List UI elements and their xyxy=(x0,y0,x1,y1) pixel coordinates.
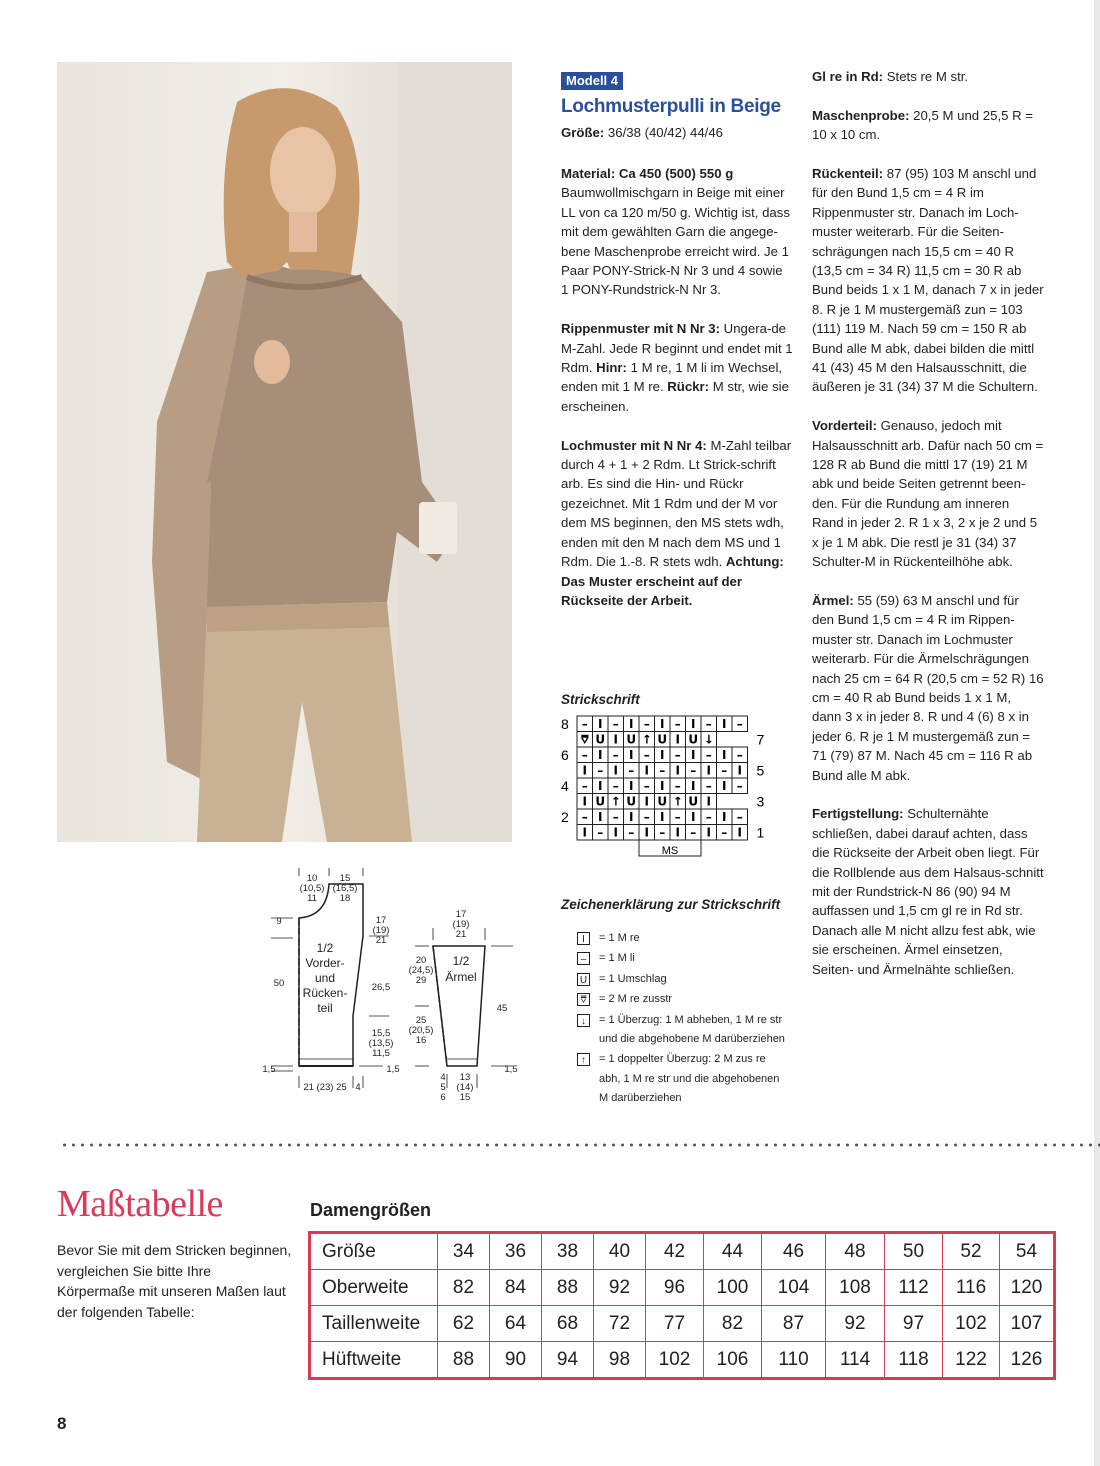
chart-symbol: I xyxy=(722,810,727,824)
chart-symbol: I xyxy=(582,825,587,840)
chart-symbol: I xyxy=(644,825,649,840)
chart-symbol: – xyxy=(674,717,681,731)
model-badge: Modell 4 xyxy=(561,72,623,90)
dim-text: 6 xyxy=(440,1092,446,1103)
rippenmuster-paragraph xyxy=(561,319,793,416)
table-cell: 50 xyxy=(885,1233,943,1270)
chart-symbol: – xyxy=(721,763,728,778)
table-cell: 46 xyxy=(762,1233,826,1270)
chart-symbol: U xyxy=(657,732,668,747)
chart-symbol: I xyxy=(706,763,711,778)
table-cell: 118 xyxy=(885,1342,943,1379)
lochmuster-label: Lochmuster mit N Nr 4: xyxy=(561,437,707,453)
chart-row-number: 8 xyxy=(561,716,569,732)
aermel-label: Ärmel: xyxy=(812,592,854,608)
chart-symbol: I xyxy=(706,825,711,840)
body-label-line: und xyxy=(314,971,336,985)
dim-text: 50 xyxy=(273,978,285,989)
chart-symbol: U xyxy=(626,794,637,809)
material-paragraph xyxy=(561,164,793,300)
instructions-column-1 xyxy=(561,164,793,630)
dim-text: 13 xyxy=(459,1072,471,1083)
chart-symbol: I xyxy=(691,810,696,824)
table-cell: 40 xyxy=(594,1233,646,1270)
chart-symbol: I xyxy=(598,717,603,731)
row-label: Hüftweite xyxy=(310,1342,438,1379)
table-cell: 122 xyxy=(943,1342,1000,1379)
chart-symbol: ↑ xyxy=(672,794,683,809)
legend-symbol: ↑ xyxy=(577,1053,590,1066)
fertigstellung-paragraph xyxy=(812,804,1044,979)
vorderteil-label: Vorderteil: xyxy=(812,418,877,434)
chart-symbol: – xyxy=(597,825,604,840)
chart-symbol: – xyxy=(705,779,712,793)
chart-symbol: – xyxy=(690,763,697,778)
table-cell: 110 xyxy=(762,1342,826,1379)
table-cell: 88 xyxy=(438,1342,490,1379)
aermel-paragraph xyxy=(812,591,1044,785)
chart-symbol: – xyxy=(736,779,743,793)
table-cell: 98 xyxy=(594,1342,646,1379)
dim-text: 4 xyxy=(440,1072,446,1083)
table-row xyxy=(310,1270,1055,1306)
chart-symbol: – xyxy=(674,748,681,762)
table-cell: 68 xyxy=(542,1306,594,1342)
chart-symbol: – xyxy=(581,810,588,824)
model-photo xyxy=(57,62,512,842)
chart-symbol: – xyxy=(736,810,743,824)
chart-symbol: I xyxy=(582,763,587,778)
model-photo-illustration xyxy=(57,62,512,842)
table-cell: 112 xyxy=(885,1270,943,1306)
chart-symbol: I xyxy=(629,717,634,731)
dim-text: 21 xyxy=(455,929,467,940)
chart-symbol: I xyxy=(613,732,618,747)
dim-text: 16 xyxy=(415,1035,427,1046)
dim-text: 15 xyxy=(459,1092,471,1103)
table-cell: 77 xyxy=(646,1306,704,1342)
chart-symbol: ↓ xyxy=(703,732,714,747)
dim-text: (16,5) xyxy=(332,883,358,894)
chart-symbol: – xyxy=(705,717,712,731)
table-cell: 107 xyxy=(1000,1306,1055,1342)
table-cell: 64 xyxy=(490,1306,542,1342)
chart-row-number: 2 xyxy=(561,809,569,825)
row-label: Größe xyxy=(310,1233,438,1270)
material-text: Baumwollmischgarn in Beige mit einer LL von ca 120 m/50 g. Wichtig ist, dass mit dem gewählten Garn die angege-bene Maschenprobe erreicht wird. Je 1 Paar PONY-Strick-N Nr 3 und 4 sowie 1 PONY-Rundstrick-N Nr 3. xyxy=(561,185,790,298)
table-cell: 92 xyxy=(594,1270,646,1306)
chart-symbol: U xyxy=(688,732,699,747)
chart-symbol: I xyxy=(706,794,711,809)
table-cell: 87 xyxy=(762,1306,826,1342)
row-label: Taillenweite xyxy=(310,1306,438,1342)
legend-symbol: U xyxy=(577,973,590,986)
chart-symbol: I xyxy=(629,748,634,762)
legend-item xyxy=(577,929,787,948)
size-line xyxy=(561,125,723,140)
chart-symbol: I xyxy=(691,748,696,762)
dim-text: 1,5 xyxy=(386,1064,400,1075)
chart-symbol: – xyxy=(721,825,728,840)
table-cell: 126 xyxy=(1000,1342,1055,1379)
chart-symbol: U xyxy=(688,794,699,809)
chart-symbol: – xyxy=(597,763,604,778)
table-cell: 82 xyxy=(704,1306,762,1342)
table-cell: 90 xyxy=(490,1342,542,1379)
chart-symbol: – xyxy=(581,717,588,731)
garment-schematic xyxy=(255,866,545,1116)
dim-text: 10 xyxy=(306,873,318,884)
legend-text: = 1 M li xyxy=(599,952,635,965)
chart-symbol: I xyxy=(722,717,727,731)
table-cell: 34 xyxy=(438,1233,490,1270)
size-value: 36/38 (40/42) 44/46 xyxy=(604,125,724,140)
chart-symbol: – xyxy=(612,748,619,762)
dim-text: (13,5) xyxy=(368,1038,394,1049)
chart-symbol: – xyxy=(581,779,588,793)
chart-symbol: – xyxy=(628,763,635,778)
rueckenteil-label: Rückenteil: xyxy=(812,166,884,181)
table-cell: 100 xyxy=(704,1270,762,1306)
fertigstellung-label: Fertigstellung: xyxy=(812,806,904,822)
table-row xyxy=(310,1342,1055,1379)
chart-symbol: I xyxy=(660,779,665,793)
legend-symbol: ↓ xyxy=(577,1014,590,1027)
dim-text: 17 xyxy=(375,915,387,926)
sleeve-label-line: Ärmel xyxy=(445,970,477,984)
chart-row-number: 6 xyxy=(561,747,569,763)
chart-symbol: I xyxy=(660,748,665,762)
chart-symbol: I xyxy=(691,717,696,731)
chart-symbol: – xyxy=(674,779,681,793)
dim-text: 1,5 xyxy=(504,1064,518,1075)
size-table xyxy=(308,1231,1056,1380)
chart-symbol: I xyxy=(722,779,727,793)
table-cell: 48 xyxy=(826,1233,885,1270)
chart-symbol: I xyxy=(598,810,603,824)
chart-symbol: I xyxy=(737,763,742,778)
ms-label: MS xyxy=(661,845,679,857)
chart-symbol: I xyxy=(629,779,634,793)
chart-symbol: – xyxy=(736,748,743,762)
lochmuster-paragraph xyxy=(561,436,793,611)
table-cell: 88 xyxy=(542,1270,594,1306)
rueckenteil-text: 87 (95) 103 M anschl und für den Bund 1,5 cm = 4 R im Rippenmuster str. Danach im Loch-muster weiterarb. Für die Seiten-schrägungen nach 15,5 cm = 40 R (13,5 cm = 34 R) 11,5 cm = 30 R ab Bund beids 1 x 1 M, danach 7 x in jeder 8. R je 1 M mustergemäß zun = 103 (111) 119 M. Nach 59 cm = 150 R ab Bund alle M abk, dabei bilden die mittl 41 (43) 45 M den Halsausschnitt, die äußeren je 31 (34) 37 M die Schultern. xyxy=(812,166,1044,395)
maschenprobe-text: 20,5 M und 25,5 R = 10 x 10 cm. xyxy=(812,107,1033,143)
chart-symbol: I xyxy=(660,717,665,731)
chart-symbol: I xyxy=(613,825,618,840)
legend-text: = 1 M re xyxy=(599,932,640,944)
rueckenteil-paragraph xyxy=(812,164,1044,397)
dim-text: 5 xyxy=(440,1082,446,1093)
chart-symbol: – xyxy=(643,779,650,793)
chart-symbol: – xyxy=(659,825,666,840)
glatt-text: Stets re M str. xyxy=(883,69,969,84)
table-cell: 82 xyxy=(438,1270,490,1306)
chart-symbol: I xyxy=(675,763,680,778)
legend-title: Zeichenerklärung zur Strickschrift xyxy=(561,897,781,912)
chart-symbol: I xyxy=(598,748,603,762)
chart-symbol: ↑ xyxy=(641,732,652,747)
chart-symbol: – xyxy=(736,717,743,731)
dim-text: 15 xyxy=(339,873,351,884)
chart-symbol: I xyxy=(675,825,680,840)
table-cell: 72 xyxy=(594,1306,646,1342)
table-cell: 106 xyxy=(704,1342,762,1379)
chart-symbol: ⩢ xyxy=(581,732,589,747)
dim-text: 15,5 xyxy=(371,1028,391,1039)
instructions-column-2 xyxy=(812,67,1044,998)
table-row xyxy=(310,1233,1055,1270)
dim-text: 21 xyxy=(375,935,387,946)
fertigstellung-text: Schulternähte schließen, dabei darauf achten, dass die Rückseite der Arbeit oben liegt. Für die Rollblende aus dem Halsaus-schnitt mit der Rundstrick-N 86 (90) 94 M auffassen und 1,5 cm gl re in Rd str. Danach alle M nicht allzu fest abk, wie sie erscheinen. Ärmel einsetzen, Seiten- und Ärmelnähte schließen. xyxy=(812,806,1044,977)
body-label-line: teil xyxy=(317,1001,333,1015)
dim-text: 45 xyxy=(496,1003,508,1014)
table-cell: 62 xyxy=(438,1306,490,1342)
legend-symbol: ⩢ xyxy=(577,993,590,1006)
chart-symbol: – xyxy=(581,748,588,762)
table-cell: 54 xyxy=(1000,1233,1055,1270)
glatt-paragraph xyxy=(812,67,1044,86)
legend-text: = 1 Umschlag xyxy=(599,972,667,985)
table-cell: 104 xyxy=(762,1270,826,1306)
lochmuster-text: M-Zahl teilbar durch 4 + 1 + 2 Rdm. Lt Strick-schrift arb. Es sind die Hin- und Rückr gezeichnet. Mit 1 Rdm und der M vor dem MS beginnen, den MS stets wdh, enden mit den M nach dem MS und 1 Rdm. Die 1.-8. R stets wdh. xyxy=(561,437,792,570)
dim-text: (14) xyxy=(456,1082,474,1093)
chart-symbol: I xyxy=(737,825,742,840)
row-label: Oberweite xyxy=(310,1270,438,1306)
strickschrift-title: Strickschrift xyxy=(561,692,640,707)
dim-text: (10,5) xyxy=(299,883,325,894)
page-edge xyxy=(1094,0,1100,1466)
symbol-legend xyxy=(577,929,787,1110)
size-label: Größe: xyxy=(561,125,605,140)
table-cell: 38 xyxy=(542,1233,594,1270)
pattern-title: Lochmusterpulli in Beige xyxy=(561,96,781,117)
legend-item xyxy=(577,970,787,989)
chart-symbol: – xyxy=(612,779,619,793)
legend-text: = 1 Überzug: 1 M abheben, 1 M re str und die abgehobene M darüberziehen xyxy=(599,1013,785,1046)
chart-symbol: U xyxy=(595,732,606,747)
table-cell: 97 xyxy=(885,1306,943,1342)
mass-table-description: Bevor Sie mit dem Stricken beginnen, vergleichen Sie bitte Ihre Körpermaße mit unseren Maßen laut der folgenden Tabelle: xyxy=(57,1242,292,1320)
chart-row-number: 5 xyxy=(756,762,765,779)
table-cell: 36 xyxy=(490,1233,542,1270)
chart-symbol: – xyxy=(643,810,650,824)
chart-row-number: 3 xyxy=(756,793,765,810)
chart-symbol: I xyxy=(691,779,696,793)
vorderteil-text: Genauso, jedoch mit Halsausschnitt arb. Dafür nach 50 cm = 128 R ab Bund die mittl 17 (19) 21 M abk und beide Seiten getrennt been-den. Für die Rundung am inneren Rand in jeder 2. R 1 x 3, 2 x je 2 und 5 x je 1 M abk. Die restl je 31 (34) 37 Schulter-M in Rückenteilhöhe abk. xyxy=(812,418,1044,570)
chart-symbol: I xyxy=(660,810,665,824)
table-cell: 102 xyxy=(943,1306,1000,1342)
chart-symbol: U xyxy=(626,732,637,747)
chart-symbol: – xyxy=(705,748,712,762)
chart-symbol: I xyxy=(644,794,649,809)
table-cell: 94 xyxy=(542,1342,594,1379)
aermel-text: 55 (59) 63 M anschl und für den Bund 1,5 cm = 4 R im Rippen-muster str. Danach im Lochmuster weiterarb. Für die Ärmelschrägungen nach 25 cm = 64 R (20,5 cm = 52 R) 16 cm = 40 R ab Bund beids 1 x 1 M, dann 3 x in jeder 8. R und 4 (6) 8 x in jeder 6. R je 1 M mustergemäß zun = 71 (79) 87 M. Nach 45 cm = 116 R ab Bund alle M abk. xyxy=(812,592,1044,783)
chart-symbol: – xyxy=(659,763,666,778)
dim-text: 21 (23) 25 xyxy=(303,1082,347,1093)
legend-item xyxy=(577,1011,787,1050)
vorderteil-paragraph xyxy=(812,416,1044,571)
table-row xyxy=(310,1306,1055,1342)
chart-symbol: – xyxy=(612,717,619,731)
dim-text: 1,5 xyxy=(262,1064,276,1075)
table-cell: 116 xyxy=(943,1270,1000,1306)
maschenprobe-label: Maschenprobe: xyxy=(812,107,910,123)
table-cell: 96 xyxy=(646,1270,704,1306)
dim-text: (19) xyxy=(452,919,470,930)
dim-text: 20 xyxy=(415,955,427,966)
legend-symbol: I xyxy=(577,932,590,945)
rippenmuster-text: Ungera-de M-Zahl. Jede R beginnt und endet mit 1 Rdm. xyxy=(561,321,793,376)
lochmuster-warning: Achtung: Das Muster erscheint auf der Rückseite der Arbeit. xyxy=(561,554,784,608)
chart-symbol: I xyxy=(675,732,680,747)
table-heading: Damengrößen xyxy=(310,1200,432,1220)
table-cell: 44 xyxy=(704,1233,762,1270)
dim-text: 18 xyxy=(339,893,351,904)
dim-text: 26,5 xyxy=(371,982,391,993)
chart-symbol: I xyxy=(582,794,587,809)
legend-item xyxy=(577,949,787,968)
sleeve-label-line: 1/2 xyxy=(452,954,470,968)
legend-symbol: – xyxy=(577,952,590,965)
dim-text: 29 xyxy=(415,975,427,986)
chart-row-number: 4 xyxy=(561,778,569,794)
legend-text: = 2 M re zusstr xyxy=(599,993,673,1006)
chart-symbol: – xyxy=(643,717,650,731)
chart-symbol: U xyxy=(595,794,606,809)
dotted-separator xyxy=(60,1143,1100,1147)
table-cell: 114 xyxy=(826,1342,885,1379)
glatt-label: Gl re in Rd: xyxy=(812,69,884,84)
rippenmuster-label: Rippenmuster mit N Nr 3: xyxy=(561,321,721,337)
table-cell: 120 xyxy=(1000,1270,1055,1306)
rueckr-label: Rückr: xyxy=(667,379,710,395)
table-cell: 108 xyxy=(826,1270,885,1306)
legend-item xyxy=(577,1050,787,1108)
dim-text: 11 xyxy=(307,893,317,904)
chart-symbol: – xyxy=(612,810,619,824)
dim-text: (20,5) xyxy=(408,1025,434,1036)
body-label-line: 1/2 xyxy=(316,941,334,955)
table-cell: 102 xyxy=(646,1342,704,1379)
table-cell: 84 xyxy=(490,1270,542,1306)
chart-symbol: I xyxy=(613,763,618,778)
chart-symbol: ↑ xyxy=(610,794,621,809)
hinr-text: 1 M re, 1 M li im Wechsel, enden mit 1 M re. xyxy=(561,360,783,395)
chart-symbol: – xyxy=(690,825,697,840)
table-cell: 52 xyxy=(943,1233,1000,1270)
dim-text: 9 xyxy=(276,916,282,927)
chart-symbol: – xyxy=(705,810,712,824)
mass-table-title: Maßtabelle xyxy=(57,1183,223,1225)
chart-symbol: – xyxy=(628,825,635,840)
dim-text: 11,5 xyxy=(372,1048,390,1059)
strickschrift-chart xyxy=(557,712,765,872)
legend-item xyxy=(577,990,787,1009)
dim-text: 25 xyxy=(415,1015,427,1026)
chart-symbol: U xyxy=(657,794,668,809)
body-label-line: Rücken- xyxy=(302,986,348,1000)
dim-text: 17 xyxy=(455,909,467,920)
chart-symbol: – xyxy=(674,810,681,824)
table-cell: 42 xyxy=(646,1233,704,1270)
chart-symbol: I xyxy=(722,748,727,762)
hinr-label: Hinr: xyxy=(596,360,627,376)
material-label: Material: Ca 450 (500) 550 g xyxy=(561,166,734,181)
schematic-labels xyxy=(262,873,517,1103)
chart-row-number: 1 xyxy=(756,824,765,841)
dim-text: 4 xyxy=(355,1082,361,1093)
rueckr-text: M str, wie sie erscheinen. xyxy=(561,379,789,414)
dim-text: (19) xyxy=(372,925,390,936)
chart-symbol: I xyxy=(598,779,603,793)
body-label-line: Vorder- xyxy=(305,956,345,970)
chart-row-number: 7 xyxy=(756,731,765,748)
dim-text: (24,5) xyxy=(408,965,434,976)
table-cell: 92 xyxy=(826,1306,885,1342)
maschenprobe-paragraph xyxy=(812,106,1044,145)
chart-symbol: I xyxy=(644,763,649,778)
chart-symbol: I xyxy=(629,810,634,824)
legend-text: = 1 doppelter Überzug: 2 M zus re abh, 1 M re str und die abgehobenen M darüberziehen xyxy=(599,1053,780,1105)
page-number: 8 xyxy=(57,1414,67,1433)
chart-symbol: – xyxy=(643,748,650,762)
